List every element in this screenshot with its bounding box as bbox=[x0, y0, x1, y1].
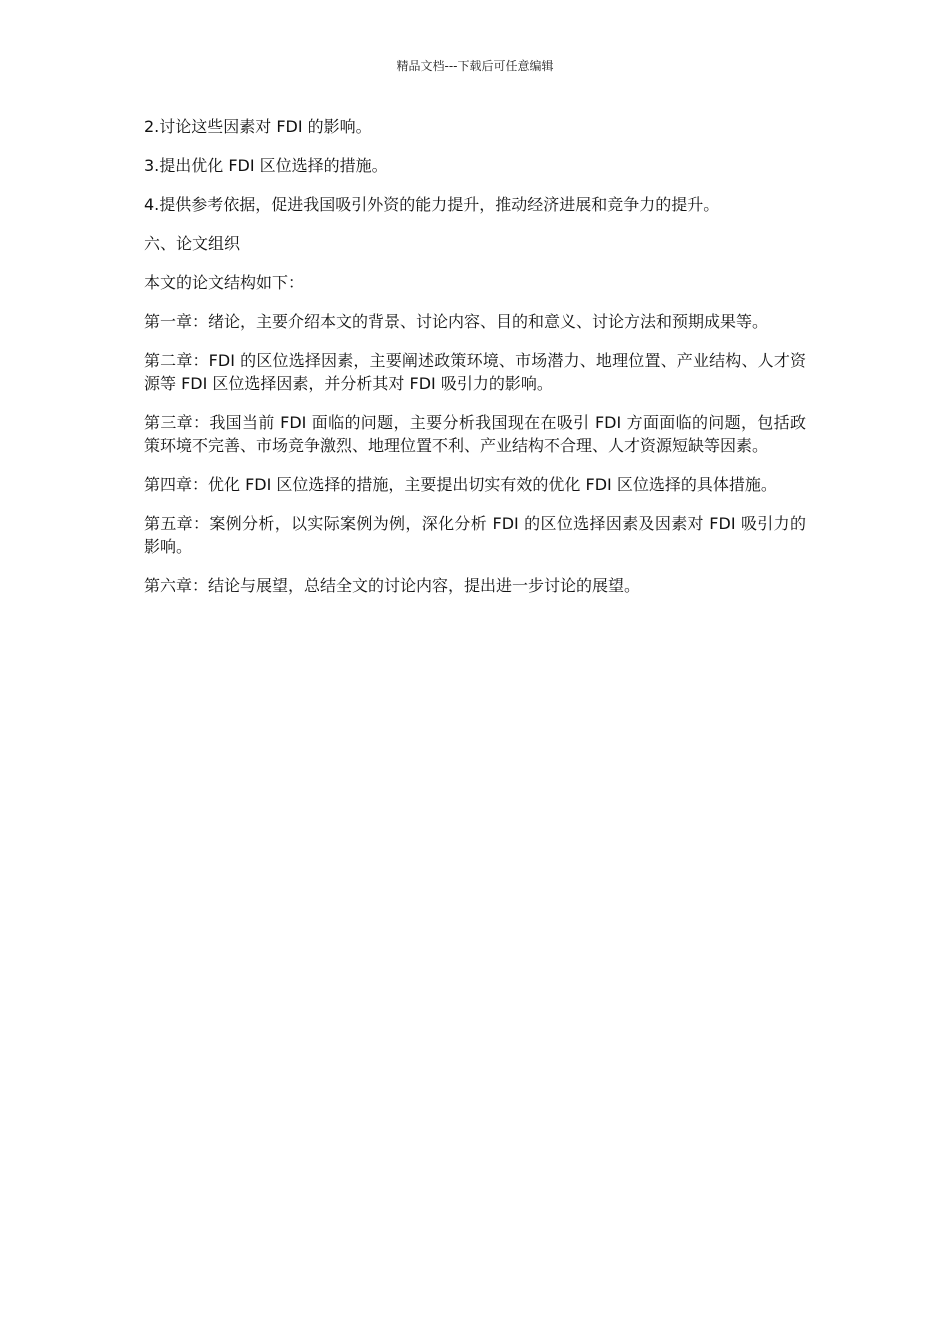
paragraph-chapter-2: 第二章：FDI 的区位选择因素，主要阐述政策环境、市场潜力、地理位置、产业结构、人才资源等 FDI 区位选择因素，并分析其对 FDI 吸引力的影响。 bbox=[144, 351, 806, 393]
paragraph-intro: 本文的论文结构如下： bbox=[144, 273, 305, 292]
paragraph-chapter-1: 第一章：绪论，主要介绍本文的背景、讨论内容、目的和意义、讨论方法和预期成果等。 bbox=[144, 312, 769, 331]
paragraph-goal-4: 4.提供参考依据，促进我国吸引外资的能力提升，推动经济进展和竞争力的提升。 bbox=[144, 195, 720, 214]
page-header: 精品文档---下载后可任意编辑 bbox=[396, 59, 554, 73]
document-body bbox=[144, 115, 806, 613]
section-heading: 六、论文组织 bbox=[144, 234, 241, 253]
paragraph-chapter-4: 第四章：优化 FDI 区位选择的措施，主要提出切实有效的优化 FDI 区位选择的具体措施。 bbox=[144, 475, 777, 494]
paragraph-chapter-3: 第三章：我国当前 FDI 面临的问题，主要分析我国现在在吸引 FDI 方面面临的问题，包括政策环境不完善、市场竞争激烈、地理位置不利、产业结构不合理、人才资源短缺等因素。 bbox=[144, 413, 806, 455]
paragraph-chapter-5: 第五章：案例分析，以实际案例为例，深化分析 FDI 的区位选择因素及因素对 FDI 吸引力的影响。 bbox=[144, 514, 806, 556]
paragraph-goal-2: 2.讨论这些因素对 FDI 的影响。 bbox=[144, 117, 372, 136]
paragraph-goal-3: 3.提出优化 FDI 区位选择的措施。 bbox=[144, 156, 388, 175]
paragraph-chapter-6: 第六章：结论与展望，总结全文的讨论内容，提出进一步讨论的展望。 bbox=[144, 576, 641, 595]
